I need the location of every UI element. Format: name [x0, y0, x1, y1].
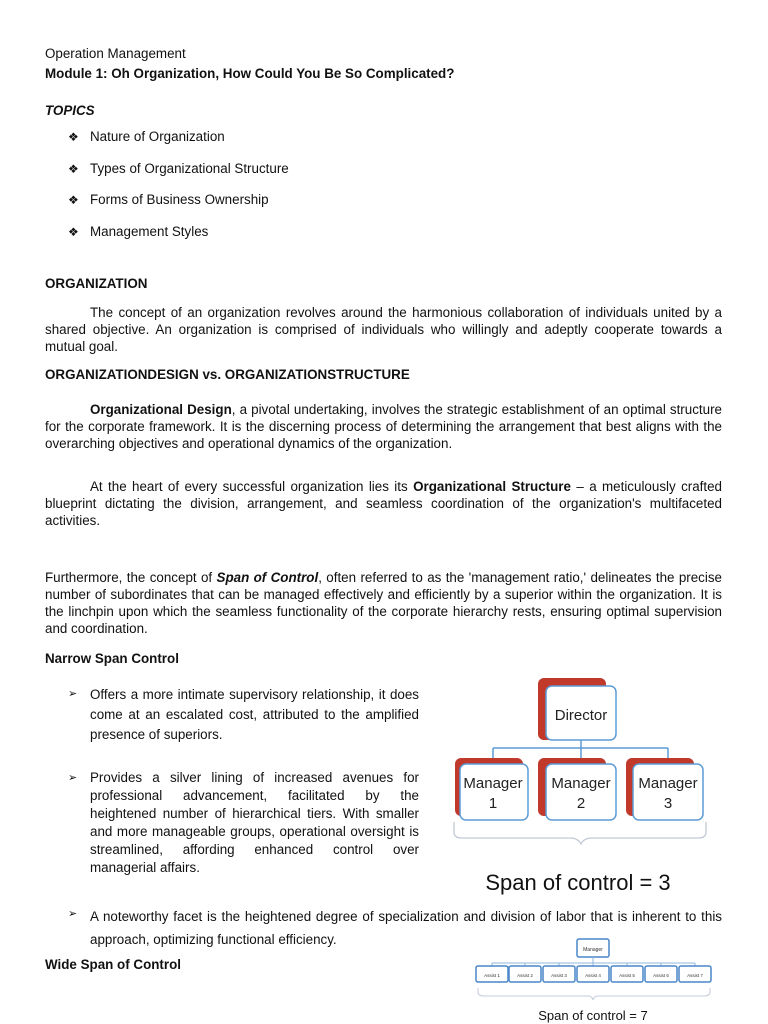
topic-item: Nature of Organization: [90, 129, 225, 144]
assist-label: Assist 5: [619, 973, 635, 978]
span-brace: [454, 822, 706, 844]
design-paragraph: [45, 401, 722, 452]
narrow-span-heading: Narrow Span Control: [45, 651, 179, 666]
assist-label: Assist 1: [484, 973, 500, 978]
span-term: Span of Control: [216, 570, 319, 585]
connector-lines-small: [492, 957, 695, 963]
span-text: , often referred to as the 'management ratio,' delineates the precise number of subordinates that can be managed effectively and efficiently by a superior within the organization. It is the linchpin upon which the seamless functionality of the corporate hierarchy rests, ensuring optimal supervision and coordination.: [45, 570, 722, 636]
diamond-bullet-icon: ❖: [68, 162, 79, 176]
organization-paragraph: The concept of an organization revolves around the harmonious collaboration of individuals united by a shared objective. An organization is comprised of individuals who willingly and adeptly cooperate towards a mutual goal.: [45, 305, 722, 354]
diamond-bullet-icon: ❖: [68, 193, 79, 207]
span-of-control-3-diagram: [440, 672, 730, 904]
manager-2-number: 2: [576, 795, 586, 812]
narrow-point-3: A noteworthy facet is the heightened degree of specialization and division of labor that is inherent to this approach, optimizing functional efficiency.: [90, 909, 722, 947]
assist-label: Assist 3: [551, 973, 567, 978]
manager-label-small: Manager: [583, 947, 603, 953]
director-label: Director: [554, 707, 608, 724]
structure-term: Organizational Structure: [413, 479, 571, 494]
organization-heading: ORGANIZATION: [45, 276, 148, 291]
span-brace-small: [478, 988, 710, 1000]
topics-heading: TOPICS: [45, 103, 95, 118]
diamond-bullet-icon: ❖: [68, 225, 79, 239]
structure-paragraph: [45, 478, 722, 529]
assist-boxes: [476, 966, 711, 982]
diamond-bullet-icon: ❖: [68, 130, 79, 144]
assist-label: Assist 7: [687, 973, 703, 978]
assist-label: Assist 6: [653, 973, 669, 978]
manager-3-label: Manager: [638, 775, 698, 792]
design-term: Organizational Design: [90, 402, 232, 417]
manager-1-number: 1: [488, 795, 498, 812]
design-text: , a pivotal undertaking, involves the strategic establishment of an optimal structure for the corporate framework. It is the discerning process of determining the arrangement that best aligns with the overarching objectives and operational dynamics of the organization.: [45, 402, 722, 451]
topic-item: Types of Organizational Structure: [90, 161, 289, 176]
arrow-bullet-icon: ➢: [68, 908, 78, 920]
span-of-control-7-diagram: [470, 936, 720, 1024]
course-title: Operation Management: [45, 46, 186, 61]
span-3-caption: Span of control = 3: [485, 870, 671, 895]
topic-item: Management Styles: [90, 224, 209, 239]
span-7-caption: Span of control = 7: [538, 1008, 648, 1023]
structure-text: – a meticulously crafted blueprint dictating the division, arrangement, and seamless coordination of the organization's multifaceted activities.: [45, 479, 723, 528]
arrow-bullet-icon: ➢: [68, 772, 78, 784]
module-title: Module 1: Oh Organization, How Could You Be So Complicated?: [45, 66, 455, 81]
manager-3-number: 3: [663, 795, 673, 812]
topic-item: Forms of Business Ownership: [90, 192, 269, 207]
assist-label: Assist 2: [517, 973, 533, 978]
narrow-point-2: Provides a silver lining of increased avenues for professional advancement, facilitated by the heightened number of hierarchical tiers. With smaller and more manageable groups, operational oversight is streamlined, affording enhanced control over managerial affairs.: [90, 770, 419, 875]
narrow-point-1: Offers a more intimate supervisory relationship, it does come at an escalated cost, attributed to the amplified presence of superiors.: [90, 687, 419, 742]
design-structure-heading: ORGANIZATIONDESIGN vs. ORGANIZATIONSTRUCTURE: [45, 367, 410, 382]
arrow-bullet-icon: ➢: [68, 688, 78, 700]
structure-intro: At the heart of every successful organization lies its: [90, 479, 414, 494]
span-paragraph: [45, 569, 722, 637]
manager-1-label: Manager: [463, 775, 523, 792]
wide-span-heading: Wide Span of Control: [45, 957, 182, 972]
assist-label: Assist 4: [585, 973, 601, 978]
manager-2-label: Manager: [551, 775, 611, 792]
span-intro: Furthermore, the concept of: [45, 570, 217, 585]
